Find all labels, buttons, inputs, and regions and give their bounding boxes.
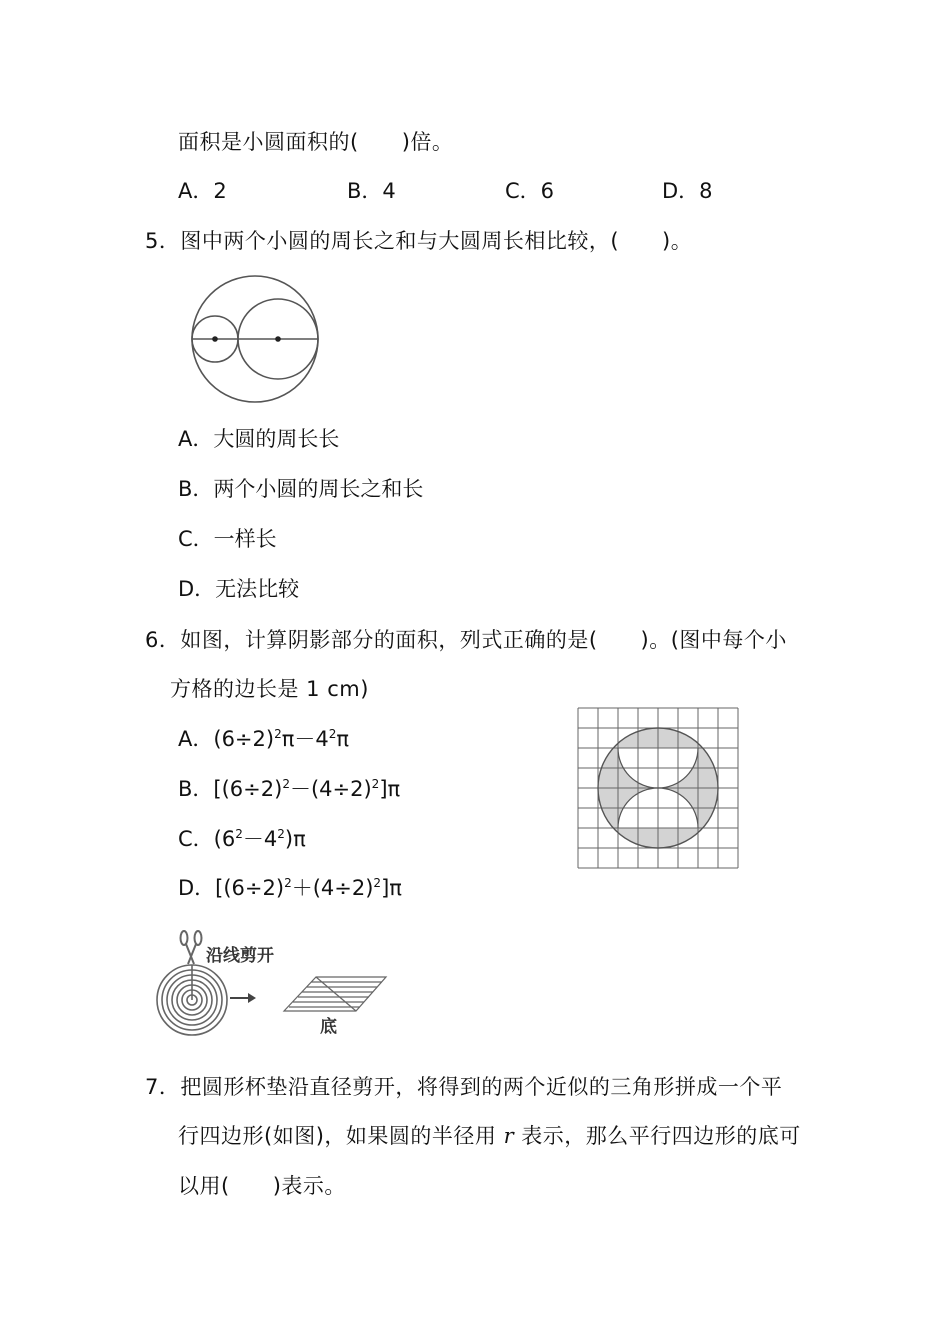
q6-option-c-expr: $(6^2-4^2)\pi$: [213, 827, 306, 851]
q6-stem-line1: 6．如图，计算阴影部分的面积，列式正确的是( )。(图中每个小: [145, 628, 787, 652]
center-dot-right: [275, 336, 281, 342]
q4-stem-continuation: 面积是小圆面积的( )倍。: [178, 130, 454, 154]
q4-option-b[interactable]: B．4: [347, 179, 396, 203]
q5-circles-figure: [188, 272, 328, 412]
q6-option-c-label: C．: [178, 827, 214, 851]
q6-option-d-expr: $[(6\div 2)^2+(4\div 2)^2]\pi$: [215, 876, 402, 900]
radius-variable: r: [503, 1124, 515, 1148]
q6-option-d[interactable]: [178, 874, 402, 902]
q6-grid-figure: [577, 707, 741, 871]
q6-option-c[interactable]: [178, 825, 306, 853]
q7-stem-line1: 7．把圆形杯垫沿直径剪开，将得到的两个近似的三角形拼成一个平: [145, 1075, 783, 1099]
q5-option-d[interactable]: D．无法比较: [178, 577, 300, 601]
parallelogram: [284, 977, 386, 1011]
scissors-icon: [181, 931, 202, 964]
q5-option-c[interactable]: C．一样长: [178, 527, 277, 551]
center-dot-left: [212, 336, 218, 342]
q6-option-b-label: B．: [178, 777, 214, 801]
q4-option-c[interactable]: C．6: [505, 179, 555, 203]
q5-stem: 5．图中两个小圆的周长之和与大圆周长相比较，( )。: [145, 229, 693, 253]
q4-option-a[interactable]: A．2: [178, 179, 227, 203]
q6-option-b-expr: $[(6\div 2)^2-(4\div 2)^2]\pi$: [213, 777, 401, 801]
q6-option-d-label: D．: [178, 876, 216, 900]
q5-option-a[interactable]: A．大圆的周长长: [178, 427, 340, 451]
q6-option-a-expr: $(6\div 2)^2\pi-4^2\pi$: [213, 727, 350, 751]
cut-along-line-caption: 沿线剪开: [206, 946, 274, 966]
q6-option-a[interactable]: [178, 725, 349, 753]
q6-option-a-label: A．: [178, 727, 214, 751]
coaster-circles: [157, 965, 227, 1035]
q7-stem-line3: 以用( )表示。: [178, 1174, 346, 1198]
arrow-right-icon: [230, 993, 256, 1003]
q4-option-d[interactable]: D．8: [662, 179, 713, 203]
q6-stem-line2: 方格的边长是 1 cm): [170, 677, 369, 701]
q7-coaster-figure: [150, 928, 390, 1040]
q5-option-b[interactable]: B．两个小圆的周长之和长: [178, 477, 424, 501]
q6-option-b[interactable]: [178, 775, 400, 803]
base-label: 底: [320, 1017, 337, 1037]
q7-stem-line2: 行四边形(如图)，如果圆的半径用 r 表示，那么平行四边形的底可: [178, 1124, 801, 1148]
